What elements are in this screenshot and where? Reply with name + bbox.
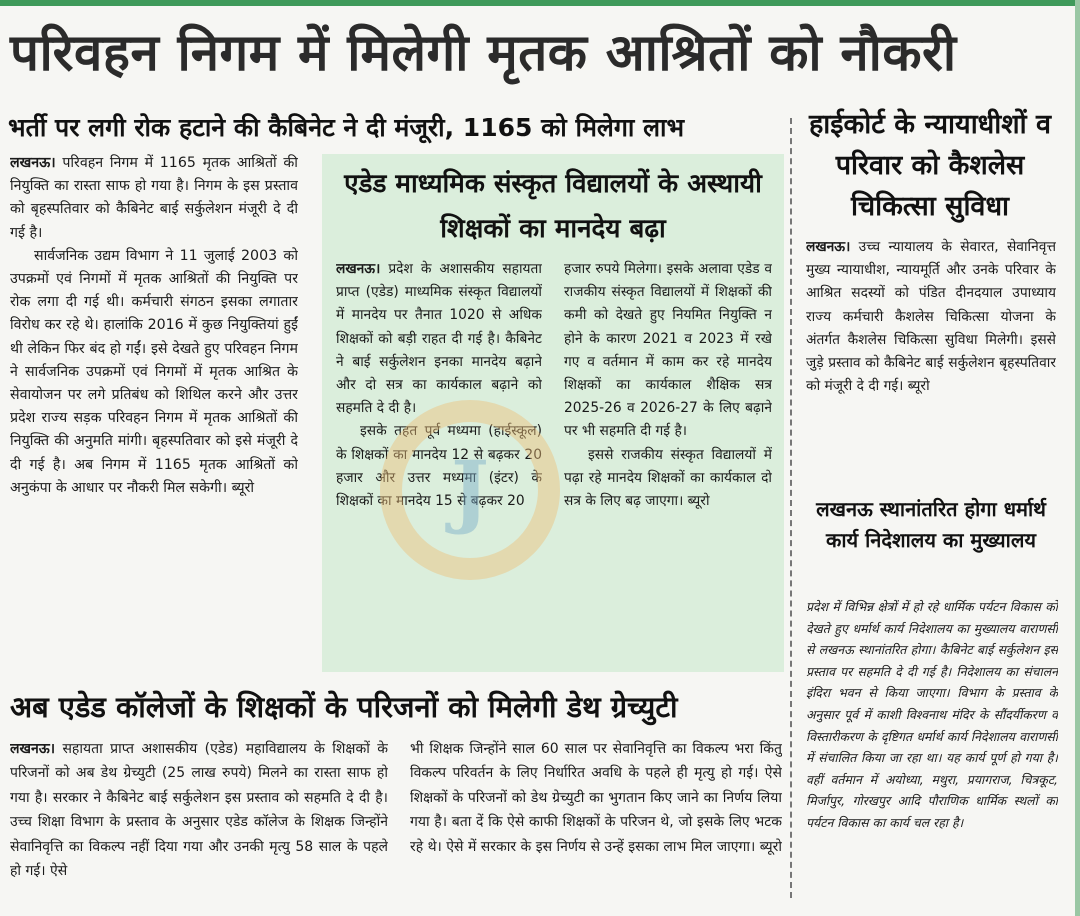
- left-story-text-1: परिवहन निगम में 1165 मृतक आश्रितों की नियुक्ति का रास्ता साफ हो गया है। निगम के इस प्रस्ताव को बृहस्पतिवार को कैबिनेट बाई सर्कुलेशन मंजूरी दे दी गई है।: [10, 155, 298, 241]
- bottom-story-column-1: [10, 737, 388, 907]
- right-story-paragraph: [806, 236, 1056, 398]
- right-story-text: उच्च न्यायालय के सेवारत, सेवानिवृत्त मुख्य न्यायाधीश, न्यायमूर्ति और उनके परिवार के आश्रित सदस्यों को पंडित दीनदयाल उपाध्याय राज्य कर्मचारी कैशलेस चिकित्सा योजना के अंतर्गत कैशलेस चिकित्सा सुविधा मिलेगी। इससे जुड़े प्रस्ताव को कैबिनेट बाई सर्कुलेशन बृहस्पतिवार को मंजूरी दे दी गई। ब्यूरो: [806, 239, 1056, 395]
- boxed-story-paragraph-4: इससे राजकीय संस्कृत विद्यालयों में पढ़ा रहे मानदेय शिक्षकों का कार्यकाल दो सत्र के लिए बढ़ जाएगा। ब्यूरो: [564, 446, 772, 510]
- top-color-bar: [0, 0, 1080, 6]
- boxed-story-paragraph-1: [336, 258, 542, 420]
- right-story-title: हाईकोर्ट के न्यायाधीशों व परिवार को कैशलेस चिकित्सा सुविधा: [808, 109, 1052, 222]
- dateline: लखनऊ।: [336, 261, 381, 277]
- watermark-letter: J: [451, 443, 489, 537]
- right-story-2-title: लखनऊ स्थानांतरित होगा धर्मार्थ कार्य निदेशालय का मुख्यालय: [816, 497, 1046, 552]
- left-story-paragraph-1: [10, 152, 298, 245]
- dateline: लखनऊ।: [806, 239, 851, 255]
- boxed-story-text-1: प्रदेश के अशासकीय सहायता प्राप्त (एडेड) माध्यमिक संस्कृत विद्यालयों में मानदेय पर तैनात 1020 से अधिक शिक्षकों को बड़ी राहत दी गई है। कैबिनेट ने बाई सर्कुलेशन इनका मानदेय बढ़ाने और दो सत्र का कार्यकाल बढ़ाने को सहमति दे दी है।: [336, 261, 542, 417]
- bottom-story-column-2: [410, 737, 782, 907]
- boxed-story-title: एडेड माध्यमिक संस्कृत विद्यालयों के अस्थायी शिक्षकों का मानदेय बढ़ा: [344, 169, 762, 244]
- bottom-story-paragraph-2: भी शिक्षक जिन्होंने साल 60 साल पर सेवानिवृत्ति का विकल्प भरा किंतु विकल्प परिवर्तन के लिए निर्धारित अवधि के पहले ही मृत्यु हो गई। ऐसे शिक्षकों के परिजनों को डेथ ग्रेच्युटी का भुगतान किए जाने का निर्णय लिया गया है। बता दें कि ऐसे काफी शिक्षकों के परिजन थे, जो इसके लिए भटक रहे थे। ऐसे में सरकार के इस निर्णय से उन्हें इसका लाभ मिल जाएगा। ब्यूरो: [410, 741, 782, 855]
- bottom-story-text-1: सहायता प्राप्त अशासकीय (एडेड) महाविद्यालय के शिक्षकों के परिजनों को अब डेथ ग्रेच्युटी (25 लाख रुपये) मिलने का रास्ता साफ हो गया है। सरकार ने कैबिनेट बाई सर्कुलेशन इस प्रस्ताव को सहमति दे दी है। उच्च शिक्षा विभाग के प्रस्ताव के अनुसार एडेड कॉलेज के शिक्षक जिन्होंने सेवानिवृत्ति का विकल्प नहीं दिया गया और उनकी मृत्यु 58 साल के पहले हो गई। ऐसे: [10, 741, 388, 880]
- right-story-column: [806, 236, 1056, 486]
- boxed-story-paragraph-2: इसके तहत पूर्व मध्यमा (हाईस्कूल) के शिक्षकों का मानदेय 12 से बढ़कर 20 हजार और उत्तर मध्यमा (इंटर) के शिक्षकों का मानदेय 15 से बढ़कर 20: [336, 423, 542, 510]
- boxed-story-column-2: [564, 258, 772, 668]
- left-story-column: [10, 152, 298, 672]
- boxed-story: [322, 154, 784, 672]
- right-story-2-column: [806, 596, 1058, 906]
- bottom-story-paragraph-1: [10, 737, 388, 883]
- dateline: लखनऊ।: [10, 155, 56, 171]
- column-divider: [790, 118, 792, 898]
- watermark-logo: [380, 400, 560, 580]
- boxed-story-paragraph-3: हजार रुपये मिलेगा। इसके अलावा एडेड व राजकीय संस्कृत विद्यालयों में शिक्षकों की कमी को देखते हुए नियमित नियुक्ति न होने के कारण 2021 व 2023 में रखे गए व वर्तमान में काम कर रहे मानदेय शिक्षकों का कार्यकाल शैक्षिक सत्र 2025-26 व 2026-27 के लिए बढ़ाने पर भी सहमति दी गई है।: [564, 261, 772, 440]
- main-headline: परिवहन निगम में मिलेगी मृतक आश्रितों को नौकरी: [10, 24, 957, 83]
- dateline: लखनऊ।: [10, 741, 56, 757]
- left-story-paragraph-2: सार्वजनिक उद्यम विभाग ने 11 जुलाई 2003 को उपक्रमों एवं निगमों में मृतक आश्रितों की नियुक्ति पर रोक लगा दी गई थी। कर्मचारी संगठन इसका लगातार विरोध कर रहे थे। हालांकि 2016 में कुछ नियुक्तियां हुईं थी लेकिन फिर बंद हो गईं। इसे देखते हुए परिवहन निगम ने सार्वजनिक उपक्रमों एवं निगमों में मृतक आश्रित के सेवायोजन पर लगे प्रतिबंध को शिथिल करने और उत्तर प्रदेश राज्य सड़क परिवहन निगम में मृतक आश्रितों की नियुक्ति की अनुमति मांगी। बृहस्पतिवार को इसे मंजूरी दे दी गई है। अब निगम में 1165 मृतक आश्रितों को अनुकंपा के आधार पर नौकरी मिल सकेगी। ब्यूरो: [10, 247, 298, 496]
- sub-headline: भर्ती पर लगी रोक हटाने की कैबिनेट ने दी मंजूरी, 1165 को मिलेगा लाभ: [8, 113, 685, 142]
- right-color-bar: [1075, 0, 1080, 916]
- right-story-2-paragraph: प्रदेश में विभिन्न क्षेत्रों में हो रहे धार्मिक पर्यटन विकास को देखते हुए धर्मार्थ कार्य निदेशालय का मुख्यालय वाराणसी से लखनऊ स्थानांतरित होगा। कैबिनेट बाई सर्कुलेशन इस प्रस्ताव पर सहमति दे दी गई है। निदेशालय का संचालन इंदिरा भवन से किया जाएगा। विभाग के प्रस्ताव के अनुसार पूर्व में काशी विश्वनाथ मंदिर के सौंदर्यीकरण व विस्तारीकरण के दृष्टिगत धर्मार्थ कार्य निदेशालय वाराणसी में संचालित किया जा रहा था। यह कार्य पूर्ण हो गया है। वहीं वर्तमान में अयोध्या, मथुरा, प्रयागराज, चित्रकूट, मिर्जापुर, गोरखपुर आदि पौराणिक धार्मिक स्थलों का पर्यटन विकास का कार्य चल रहा है।: [806, 599, 1058, 830]
- bottom-story-headline: अब एडेड कॉलेजों के शिक्षकों के परिजनों को मिलेगी डेथ ग्रेच्युटी: [10, 690, 678, 724]
